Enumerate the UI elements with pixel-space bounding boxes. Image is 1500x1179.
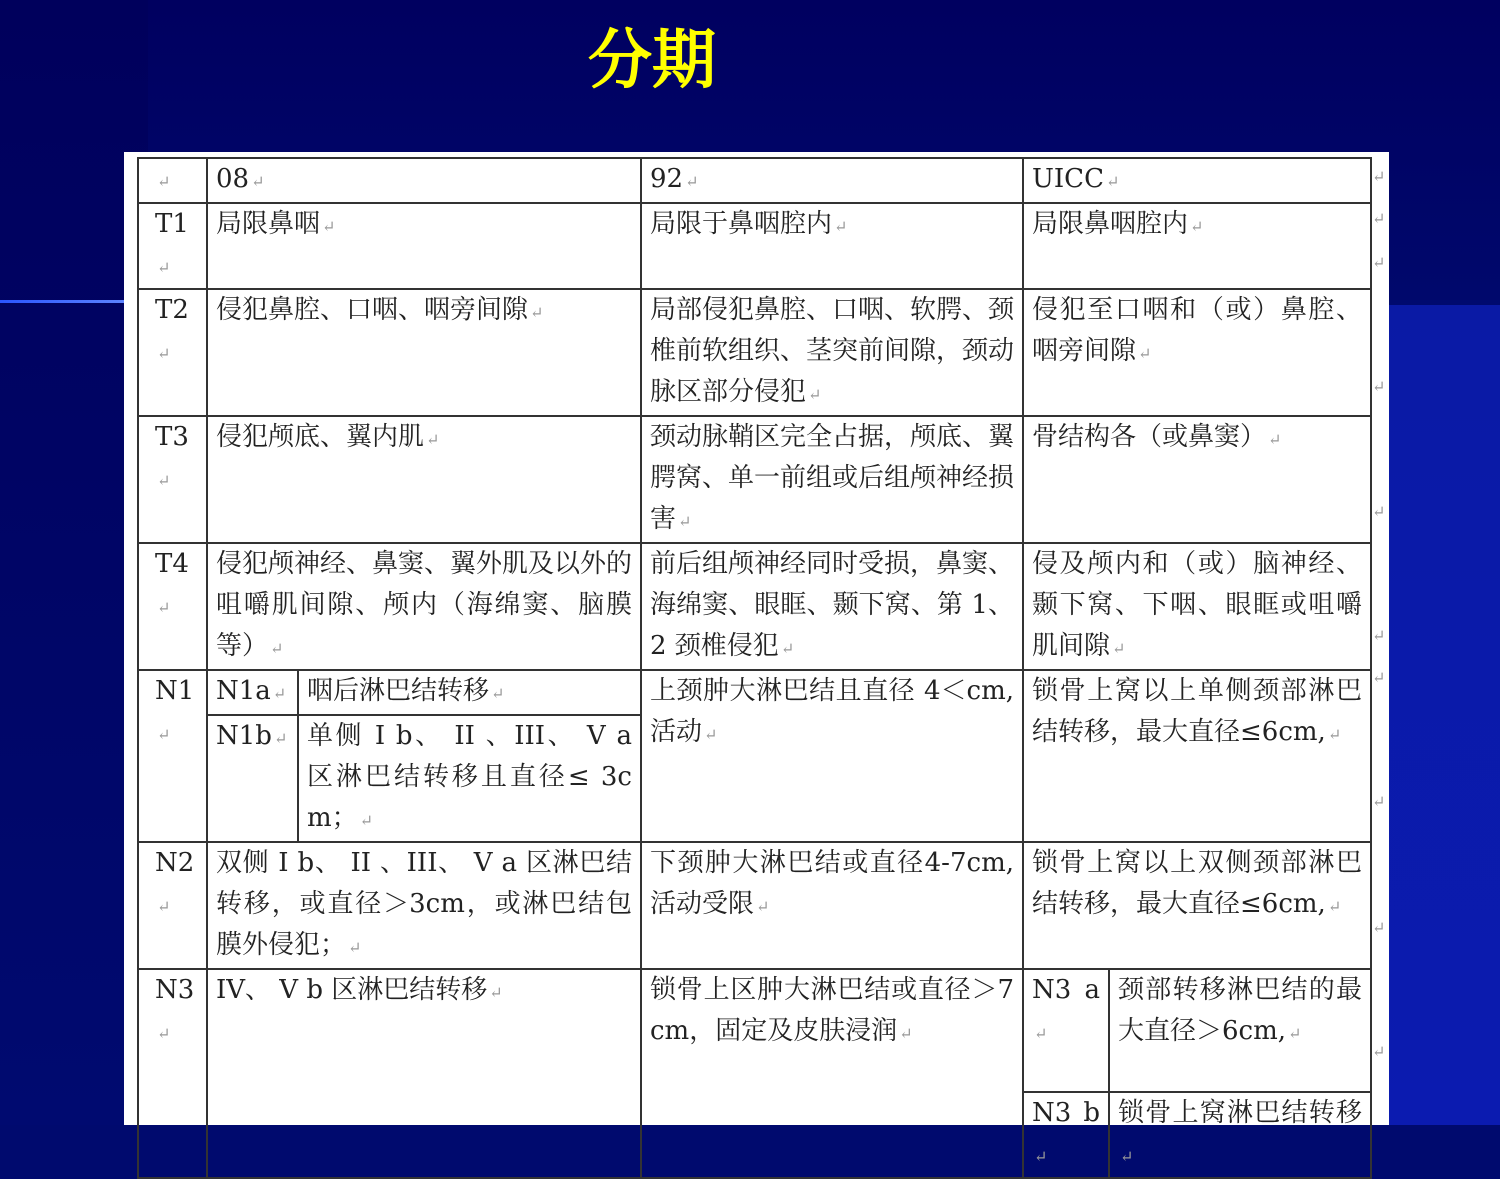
n1-92-cell: 上颈肿大淋巴结且直径 4＜cm,活动 ↵ xyxy=(641,670,1023,842)
t3-uicc-cell: 骨结构各（或鼻窦） ↵ xyxy=(1023,416,1371,543)
row-end-mark: ↵ xyxy=(1372,502,1386,521)
n2-92-cell: 下颈肿大淋巴结或直径4-7cm,活动受限 ↵ xyxy=(641,842,1023,969)
t4-92-cell: 前后组颅神经同时受损，鼻窦、海绵窦、眼眶、颞下窝、第 1、2 颈椎侵犯 ↵ xyxy=(641,543,1023,670)
n1a-label-cell: N1a ↵ xyxy=(207,670,298,715)
header-corner-cell: ↵ xyxy=(138,158,207,203)
n3-92-cell: 锁骨上区肿大淋巴结或直径＞7cm，固定及皮肤浸润 ↵ xyxy=(641,969,1023,1178)
row-end-mark: ↵ xyxy=(1372,668,1386,687)
row-label-n2: N2↵ xyxy=(138,842,207,969)
row-end-mark: ↵ xyxy=(1372,377,1386,396)
n1b-text-cell: 单侧 I b、 II 、III、 V a 区淋巴结转移且直径≤ 3cm； ↵ xyxy=(298,715,641,842)
n1a-text-cell: 咽后淋巴结转移 ↵ xyxy=(298,670,641,715)
table-row xyxy=(138,543,1371,670)
t1-08-cell: 局限鼻咽 ↵ xyxy=(207,203,641,289)
table-row xyxy=(138,158,1371,203)
t2-92-cell: 局部侵犯鼻腔、口咽、软腭、颈椎前软组织、茎突前间隙，颈动脉区部分侵犯 ↵ xyxy=(641,289,1023,416)
n2-08-cell: 双侧 I b、 II 、III、 V a 区淋巴结转移，或直径＞3cm，或淋巴结包膜外侵犯； ↵ xyxy=(207,842,641,969)
n3-08-cell: IV、 V b 区淋巴结转移 ↵ xyxy=(207,969,641,1178)
t2-08-cell: 侵犯鼻腔、口咽、咽旁间隙 ↵ xyxy=(207,289,641,416)
t2-uicc-cell: 侵犯至口咽和（或）鼻腔、咽旁间隙 ↵ xyxy=(1023,289,1371,416)
table-row xyxy=(138,969,1371,1092)
t4-uicc-cell: 侵及颅内和（或）脑神经、颞下窝、下咽、眼眶或咀嚼肌间隙 ↵ xyxy=(1023,543,1371,670)
row-label-t1: T1↵ xyxy=(138,203,207,289)
row-end-mark: ↵ xyxy=(1372,1042,1386,1061)
n3a-text-cell: 颈部转移淋巴结的最大直径＞6cm, ↵ xyxy=(1109,969,1371,1092)
table-row xyxy=(138,842,1371,969)
table-row xyxy=(138,416,1371,543)
n3a-label-cell: N3 a↵ xyxy=(1023,969,1109,1092)
row-end-mark: ↵ xyxy=(1372,792,1386,811)
header-92: 92 ↵ xyxy=(641,158,1023,203)
n3b-text-cell: 锁骨上窝淋巴结转移↵ xyxy=(1109,1092,1371,1178)
t3-92-cell: 颈动脉鞘区完全占据，颅底、翼腭窝、单一前组或后组颅神经损害 ↵ xyxy=(641,416,1023,543)
row-label-t3: T3↵ xyxy=(138,416,207,543)
row-label-n3: N3↵ xyxy=(138,969,207,1178)
slide-title: 分期 xyxy=(588,24,716,98)
n1-uicc-cell: 锁骨上窝以上单侧颈部淋巴结转移，最大直径≤6cm, ↵ xyxy=(1023,670,1371,842)
row-label-t2: T2↵ xyxy=(138,289,207,416)
t3-08-cell: 侵犯颅底、翼内肌 ↵ xyxy=(207,416,641,543)
row-end-mark: ↵ xyxy=(1372,209,1386,228)
staging-table xyxy=(137,157,1372,1179)
background-right-band xyxy=(1389,305,1500,1125)
t1-uicc-cell: 局限鼻咽腔内 ↵ xyxy=(1023,203,1371,289)
header-08: 08 ↵ xyxy=(207,158,641,203)
row-end-mark: ↵ xyxy=(1372,918,1386,937)
table-row xyxy=(138,289,1371,416)
row-label-n1: N1↵ xyxy=(138,670,207,842)
n1b-label-cell: N1b ↵ xyxy=(207,715,298,842)
n3b-label-cell: N3 b↵ xyxy=(1023,1092,1109,1178)
t1-92-cell: 局限于鼻咽腔内 ↵ xyxy=(641,203,1023,289)
row-end-mark: ↵ xyxy=(1372,253,1386,272)
row-end-mark: ↵ xyxy=(1372,626,1386,645)
table-row xyxy=(138,203,1371,289)
header-uicc: UICC ↵ xyxy=(1023,158,1371,203)
row-end-mark: ↵ xyxy=(1372,167,1386,186)
background-accent-line xyxy=(0,300,130,303)
table-row xyxy=(138,670,1371,715)
t4-08-cell: 侵犯颅神经、鼻窦、翼外肌及以外的咀嚼肌间隙、颅内（海绵窦、脑膜等） ↵ xyxy=(207,543,641,670)
row-label-t4: T4↵ xyxy=(138,543,207,670)
n2-uicc-cell: 锁骨上窝以上双侧颈部淋巴结转移，最大直径≤6cm, ↵ xyxy=(1023,842,1371,969)
